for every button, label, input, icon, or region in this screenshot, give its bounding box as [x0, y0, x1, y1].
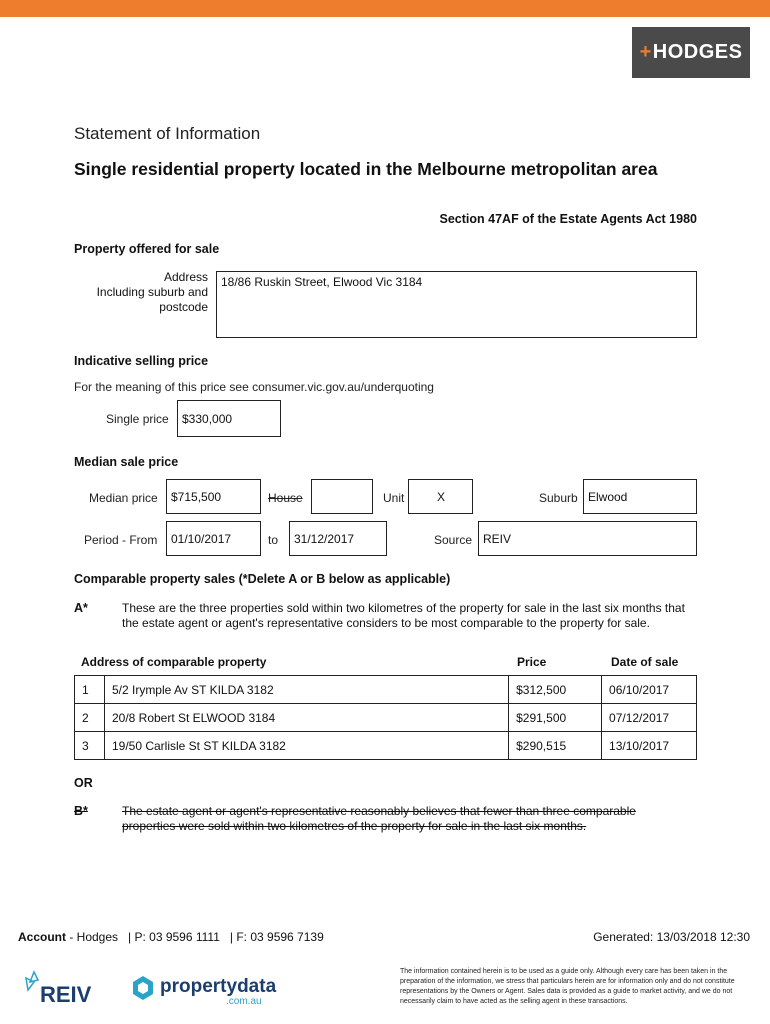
single-price-label: Single price	[106, 412, 169, 426]
address-label	[60, 270, 208, 315]
generated-timestamp: Generated: 13/03/2018 12:30	[593, 930, 750, 944]
or-label: OR	[74, 776, 93, 790]
single-price-field[interactable]: $330,000	[177, 400, 281, 437]
propertydata-logo-sub: .com.au	[226, 996, 262, 1007]
document-title: Statement of Information	[74, 124, 261, 143]
table-row	[75, 732, 697, 760]
house-field[interactable]	[311, 479, 373, 514]
period-from-label: Period - From	[84, 533, 158, 547]
period-to-field[interactable]: 31/12/2017	[289, 521, 387, 556]
propertydata-logo	[130, 972, 280, 1008]
account-line	[18, 930, 324, 944]
address-label-line3: postcode	[159, 300, 208, 314]
row-address: 5/2 Irymple Av ST KILDA 3182	[104, 676, 508, 704]
option-b-text: The estate agent or agent's representative reasonably believes that fewer than three comparable properties were sold within two kilometres of the property for sale in the last six months.	[122, 804, 636, 833]
plus-icon: +	[639, 41, 652, 63]
address-field[interactable]: 18/86 Ruskin Street, Elwood Vic 3184	[216, 271, 697, 338]
disclaimer: The information contained herein is to be used as a guide only. Although every care has been taken in the preparation of the information, we stress that particulars herein are for information only and do not constitute representations by the Owners or Agent. Sales data is provided as a guide to market activity, and we do not necessarily claim to have acted as the selling agent in these transactions.	[400, 968, 735, 1005]
unit-label: Unit	[383, 491, 405, 505]
account-contact: - Hodges | P: 03 9596 1111 | F: 03 9596 7139	[66, 930, 324, 944]
property-heading: Property offered for sale	[74, 242, 220, 256]
row-date: 06/10/2017	[602, 676, 697, 704]
comparable-table	[74, 675, 697, 760]
section-reference: Section 47AF of the Estate Agents Act 1980	[439, 212, 697, 226]
median-heading: Median sale price	[74, 455, 179, 469]
col-address-header: Address of comparable property	[81, 655, 267, 669]
address-label-line2: Including suburb and	[96, 285, 208, 299]
address-label-line1: Address	[163, 270, 208, 284]
row-number: 2	[75, 704, 105, 732]
source-field[interactable]: REIV	[478, 521, 697, 556]
propertydata-logo-text: propertydata	[160, 976, 277, 997]
row-date: 13/10/2017	[602, 732, 697, 760]
indicative-note: For the meaning of this price see consumer.vic.gov.au/underquoting	[74, 380, 434, 394]
comparable-heading: Comparable property sales (*Delete A or B below as applicable)	[74, 572, 451, 586]
main-title: Single residential property located in the Melbourne metropolitan area	[74, 159, 658, 179]
row-number: 1	[75, 676, 105, 704]
row-address: 20/8 Robert St ELWOOD 3184	[104, 704, 508, 732]
option-a-label: A*	[74, 601, 88, 615]
median-price-field[interactable]: $715,500	[166, 479, 261, 514]
option-a-text: These are the three properties sold within two kilometres of the property for sale in the last six months that the estate agent or agent's representative considers to be most comparable to the property for sale.	[122, 601, 685, 630]
source-label: Source	[434, 533, 473, 547]
row-price: $312,500	[509, 676, 602, 704]
unit-field[interactable]: X	[408, 479, 473, 514]
row-address: 19/50 Carlisle St ST KILDA 3182	[104, 732, 508, 760]
logo-text: HODGES	[652, 41, 743, 63]
suburb-field[interactable]: Elwood	[583, 479, 697, 514]
period-to-label: to	[268, 533, 279, 547]
option-b-label: B*	[74, 804, 88, 818]
col-date-header: Date of sale	[611, 655, 679, 669]
reiv-logo	[20, 968, 100, 1008]
median-price-label: Median price	[89, 491, 158, 505]
propertydata-hex-icon	[130, 974, 156, 1002]
row-number: 3	[75, 732, 105, 760]
row-price: $290,515	[509, 732, 602, 760]
reiv-logo-text: REIV	[40, 982, 92, 1007]
table-row	[75, 676, 697, 704]
row-date: 07/12/2017	[602, 704, 697, 732]
account-label: Account	[18, 930, 66, 944]
hodges-logo	[632, 27, 750, 78]
top-accent-bar	[0, 0, 770, 17]
col-price-header: Price	[517, 655, 547, 669]
suburb-label: Suburb	[539, 491, 578, 505]
period-from-field[interactable]: 01/10/2017	[166, 521, 261, 556]
indicative-heading: Indicative selling price	[74, 354, 209, 368]
house-label: House	[268, 491, 303, 505]
table-row	[75, 704, 697, 732]
row-price: $291,500	[509, 704, 602, 732]
